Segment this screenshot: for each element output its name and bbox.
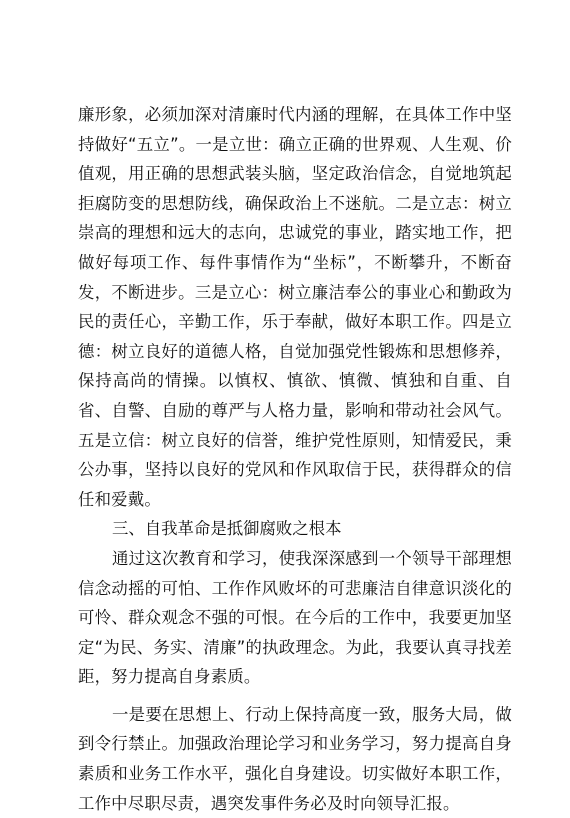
paragraph-point-one: 一是要在思想上、行动上保持高度一致，服务大局，做到令行禁止。加强政治理论学习和业务学习，努力提高自身素质和业务工作水平，强化自身建设。切实做好本职工作，工作中尽职尽责，遇突发事件务必及时向领导汇报。 bbox=[78, 704, 512, 813]
paragraph-five-principles: 廉形象，必须加深对清廉时代内涵的理解，在具体工作中坚持做好“五立”。一是立世：确立正确的世界观、人生观、价值观，用正确的思想武装头脑，坚定政治信念，自觉地筑起拒腐防变的思想防线，确保政治上不迷航。二是立志：树立崇高的理想和远大的志向，忠诚党的事业，踏实地工作，把做好每项工作、每件事情作为“坐标”，不断攀升，不断奋发，不断进步。三是立心：树立廉洁奉公的事业心和勤政为民的责任心，辛勤工作，乐于奉献，做好本职工作。四是立德：树立良好的道德人格，自觉加强党性锻炼和思想修养，保持高尚的情操。以慎权、慎欲、慎微、慎独和自重、自省、自警、自励的尊严与人格力量，影响和带动社会风气。五是立信：树立良好的信誉，维护党性原则，知情爱民，秉公办事，坚持以良好的党风和作风取信于民，获得群众的信任和爱戴。 bbox=[78, 105, 512, 509]
document-body bbox=[78, 100, 512, 818]
paragraph-gap bbox=[78, 692, 512, 700]
section-heading: 三、自我革命是抵御腐败之根本 bbox=[112, 519, 342, 539]
paragraph-reflection: 通过这次教育和学习，使我深深感到一个领导干部理想信念动摇的可怕、工作作风败坏的可悲廉洁自律意识淡化的可怜、群众观念不强的可恨。在今后的工作中，我要更加坚定“为民、务实、清廉”的执政理念。为此，我要认真寻找差距，努力提高自身素质。 bbox=[78, 548, 512, 687]
